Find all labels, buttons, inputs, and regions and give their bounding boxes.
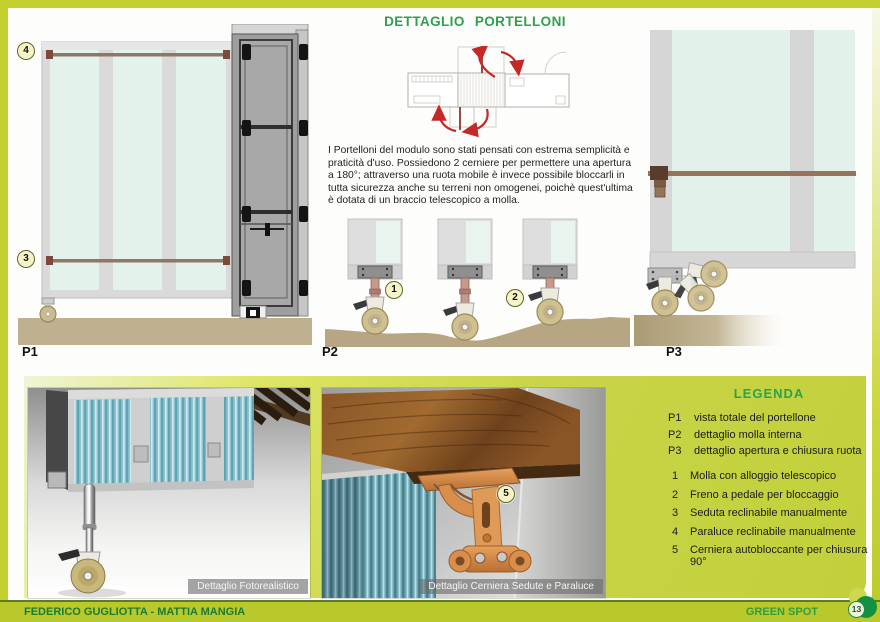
- legend-row: [668, 412, 870, 424]
- plan-body: [408, 73, 569, 107]
- legend-key: 1: [672, 470, 679, 482]
- legend-panel: [668, 386, 870, 575]
- render-cerniera-caption: Dettaglio Cerniera Sedute e Paraluce: [419, 579, 603, 594]
- legend-key: P1: [668, 412, 682, 424]
- legend-text: Freno a pedale per bloccaggio: [690, 488, 839, 501]
- legend-row: [672, 470, 870, 482]
- render-fotorealistico-image: [28, 388, 310, 598]
- legend-text: Molla con alloggio telescopico: [690, 470, 837, 482]
- p3-ground: [634, 315, 784, 346]
- legend-row: [668, 429, 870, 441]
- legend-row: [672, 489, 870, 501]
- render-fotorealistico-caption: Dettaglio Fotorealistico: [188, 579, 308, 594]
- page-border-left: [0, 8, 8, 600]
- legend-key: P3: [668, 445, 682, 457]
- legend-key: P2: [668, 428, 682, 441]
- legend-text: Seduta reclinabile manualmente: [690, 507, 848, 519]
- p2-wheel-unit-3: [523, 219, 577, 325]
- marker-5: 5: [497, 485, 515, 503]
- legend-row: [672, 526, 870, 538]
- intro-paragraph: I Portelloni del modulo sono stati pensati con estrema semplicità e praticità d'uso. Possiedono 2 cerniere per permettere una apertura a 180°; attraverso una ruota mobile è invece possibile bloccarli in tutta sicurezza anche su terreni non omogenei, poichè quest'ultima è dotata di un braccio telescopico a molla.: [328, 145, 633, 207]
- p3-label: P3: [666, 344, 682, 359]
- legend-key: 2: [672, 488, 679, 501]
- legend-items: [668, 470, 870, 568]
- legend-row: [668, 445, 870, 457]
- legend-views: [668, 412, 870, 457]
- p1-container-module: [232, 24, 308, 318]
- p1-ground: [18, 318, 312, 345]
- legend-text: vista totale del portellone: [694, 412, 816, 424]
- page-border-top: [0, 0, 880, 8]
- p1-caster-wheel: [40, 298, 56, 322]
- render-cerniera-image: [322, 388, 605, 598]
- legend-text: Cerniera autobloccante per chiusura 90°: [690, 544, 868, 568]
- legend-row: [672, 507, 870, 519]
- page-number-badge: 13: [848, 601, 865, 618]
- p2-label: P2: [322, 344, 338, 359]
- legend-key: 4: [672, 525, 679, 538]
- legend-text: dettaglio molla interna: [694, 428, 802, 441]
- render-fotorealistico: [28, 388, 310, 598]
- footer-bar: [0, 600, 880, 622]
- footer-authors: FEDERICO GUGLIOTTA - MATTIA MANGIA: [24, 606, 246, 618]
- render-cerniera: [322, 388, 605, 598]
- p3-door-panel: [650, 30, 855, 268]
- legend-key: 5: [672, 544, 679, 556]
- p1-label: P1: [22, 344, 38, 359]
- footer-project-name: GREEN SPOT: [745, 606, 818, 618]
- plan-rotation-diagram: [398, 46, 584, 144]
- p3-drawing: [634, 26, 866, 356]
- p1-door-panel: [40, 42, 234, 322]
- legend-key: 3: [672, 507, 679, 519]
- marker-1: 1: [385, 281, 403, 299]
- p2-wheel-unit-1: [348, 219, 402, 334]
- p1-drawing: [18, 24, 312, 350]
- legend-text: dettaglio apertura e chiusura ruota: [694, 445, 862, 457]
- page-title: DETTAGLIO PORTELLONI: [384, 14, 566, 29]
- p2-wheel-unit-2: [438, 219, 492, 340]
- p2-drawing: [325, 217, 630, 347]
- marker-3: 3: [17, 250, 35, 268]
- page-border-right: [872, 8, 880, 600]
- corrugated-curtain: [322, 464, 436, 598]
- marker-2: 2: [506, 289, 524, 307]
- marker-4: 4: [17, 42, 35, 60]
- legend-text: Paraluce reclinabile manualmente: [690, 525, 856, 538]
- legend-title: LEGENDA: [733, 386, 805, 401]
- corrugated-panel: [46, 388, 254, 492]
- legend-row: [672, 544, 870, 568]
